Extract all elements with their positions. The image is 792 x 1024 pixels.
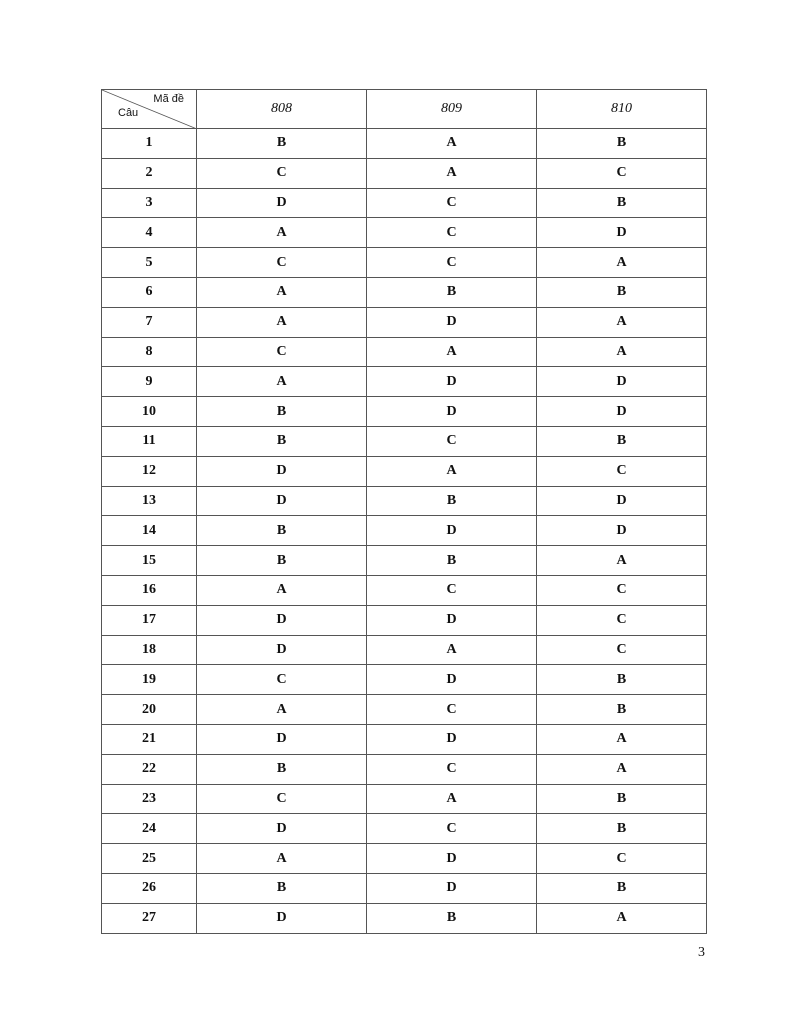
answer-cell: B <box>197 754 367 784</box>
table-row <box>102 605 707 635</box>
answer-cell: B <box>367 546 537 576</box>
answer-cell: B <box>197 516 367 546</box>
answer-cell: B <box>537 784 707 814</box>
answer-cell: C <box>197 665 367 695</box>
question-number-cell: 10 <box>102 397 197 427</box>
table-row <box>102 903 707 933</box>
question-number-cell: 22 <box>102 754 197 784</box>
table-row <box>102 188 707 218</box>
table-row <box>102 277 707 307</box>
answer-cell: D <box>367 605 537 635</box>
answer-cell: D <box>367 844 537 874</box>
table-row <box>102 575 707 605</box>
answer-cell: C <box>537 635 707 665</box>
table-row <box>102 844 707 874</box>
answer-cell: A <box>367 158 537 188</box>
answer-cell: C <box>367 695 537 725</box>
answer-cell: C <box>537 575 707 605</box>
table-row <box>102 307 707 337</box>
answer-cell: D <box>197 903 367 933</box>
answer-cell: D <box>537 486 707 516</box>
question-number-cell: 12 <box>102 456 197 486</box>
table-row <box>102 635 707 665</box>
table-row <box>102 337 707 367</box>
answer-cell: B <box>537 665 707 695</box>
answer-cell: A <box>537 903 707 933</box>
answer-cell: C <box>367 188 537 218</box>
answer-cell: A <box>197 575 367 605</box>
table-row <box>102 873 707 903</box>
table-row <box>102 218 707 248</box>
question-number-cell: 1 <box>102 129 197 159</box>
question-number-cell: 14 <box>102 516 197 546</box>
exam-code-label: Mã đề <box>153 93 184 105</box>
question-number-cell: 5 <box>102 248 197 278</box>
answer-cell: D <box>367 665 537 695</box>
answer-cell: A <box>197 307 367 337</box>
question-number-cell: 27 <box>102 903 197 933</box>
answer-cell: C <box>367 575 537 605</box>
answer-cell: B <box>197 873 367 903</box>
answer-cell: D <box>367 724 537 754</box>
answer-cell: A <box>367 635 537 665</box>
answer-cell: C <box>197 158 367 188</box>
answer-cell: B <box>197 426 367 456</box>
answer-cell: B <box>367 277 537 307</box>
answer-cell: D <box>367 873 537 903</box>
answer-cell: A <box>537 337 707 367</box>
question-number-cell: 8 <box>102 337 197 367</box>
answer-cell: A <box>537 724 707 754</box>
table-row <box>102 516 707 546</box>
answer-cell: B <box>197 129 367 159</box>
table-row <box>102 665 707 695</box>
answer-cell: B <box>197 546 367 576</box>
answer-cell: D <box>197 188 367 218</box>
answer-cell: D <box>367 397 537 427</box>
answer-cell: B <box>367 903 537 933</box>
question-number-cell: 3 <box>102 188 197 218</box>
table-row <box>102 754 707 784</box>
table-row <box>102 456 707 486</box>
exam-code-header: 808 <box>197 90 367 129</box>
answer-cell: D <box>537 516 707 546</box>
question-number-cell: 18 <box>102 635 197 665</box>
table-row <box>102 724 707 754</box>
answer-cell: B <box>197 397 367 427</box>
answer-cell: C <box>197 784 367 814</box>
answer-cell: A <box>537 546 707 576</box>
answer-cell: C <box>367 218 537 248</box>
answer-rows <box>102 129 707 934</box>
exam-code-header: 809 <box>367 90 537 129</box>
table-row <box>102 129 707 159</box>
answer-key-table <box>101 89 707 934</box>
answer-cell: C <box>537 456 707 486</box>
answer-cell: A <box>197 367 367 397</box>
answer-cell: C <box>367 814 537 844</box>
answer-cell: D <box>367 516 537 546</box>
table-row <box>102 695 707 725</box>
question-number-cell: 4 <box>102 218 197 248</box>
answer-cell: C <box>367 754 537 784</box>
question-number-cell: 24 <box>102 814 197 844</box>
answer-cell: C <box>537 158 707 188</box>
question-number-cell: 6 <box>102 277 197 307</box>
answer-cell: D <box>367 307 537 337</box>
header-row <box>102 90 707 129</box>
answer-cell: A <box>197 844 367 874</box>
answer-cell: A <box>537 754 707 784</box>
answer-cell: D <box>537 367 707 397</box>
answer-cell: C <box>367 426 537 456</box>
answer-cell: C <box>537 605 707 635</box>
answer-cell: B <box>537 873 707 903</box>
answer-cell: D <box>197 605 367 635</box>
question-label: Câu <box>118 107 139 119</box>
answer-cell: C <box>367 248 537 278</box>
table-row <box>102 426 707 456</box>
answer-cell: B <box>537 426 707 456</box>
answer-cell: A <box>537 307 707 337</box>
answer-cell: A <box>537 248 707 278</box>
question-number-cell: 26 <box>102 873 197 903</box>
answer-cell: A <box>367 784 537 814</box>
answer-cell: B <box>537 814 707 844</box>
answer-cell: A <box>197 218 367 248</box>
table-row <box>102 248 707 278</box>
answer-cell: D <box>197 486 367 516</box>
answer-cell: B <box>537 277 707 307</box>
answer-cell: D <box>537 397 707 427</box>
answer-cell: D <box>197 814 367 844</box>
question-number-cell: 15 <box>102 546 197 576</box>
answer-cell: C <box>197 337 367 367</box>
table-row <box>102 397 707 427</box>
table-row <box>102 486 707 516</box>
table-row <box>102 814 707 844</box>
question-number-cell: 13 <box>102 486 197 516</box>
answer-cell: B <box>537 695 707 725</box>
corner-header-cell <box>102 90 197 129</box>
question-number-cell: 23 <box>102 784 197 814</box>
question-number-cell: 17 <box>102 605 197 635</box>
answer-cell: A <box>197 277 367 307</box>
answer-cell: B <box>537 129 707 159</box>
question-number-cell: 7 <box>102 307 197 337</box>
question-number-cell: 11 <box>102 426 197 456</box>
question-number-cell: 9 <box>102 367 197 397</box>
answer-cell: D <box>197 456 367 486</box>
answer-cell: D <box>367 367 537 397</box>
answer-sheet <box>101 89 705 934</box>
question-number-cell: 16 <box>102 575 197 605</box>
answer-cell: A <box>367 337 537 367</box>
answer-cell: A <box>367 456 537 486</box>
table-row <box>102 784 707 814</box>
answer-cell: D <box>197 635 367 665</box>
exam-code-header: 810 <box>537 90 707 129</box>
answer-cell: D <box>197 724 367 754</box>
answer-cell: C <box>197 248 367 278</box>
answer-cell: B <box>367 486 537 516</box>
question-number-cell: 25 <box>102 844 197 874</box>
question-number-cell: 2 <box>102 158 197 188</box>
question-number-cell: 19 <box>102 665 197 695</box>
table-row <box>102 546 707 576</box>
page-number: 3 <box>698 945 705 960</box>
table-row <box>102 158 707 188</box>
answer-cell: B <box>537 188 707 218</box>
answer-cell: D <box>537 218 707 248</box>
table-row <box>102 367 707 397</box>
answer-cell: C <box>537 844 707 874</box>
answer-cell: A <box>197 695 367 725</box>
answer-cell: A <box>367 129 537 159</box>
question-number-cell: 20 <box>102 695 197 725</box>
question-number-cell: 21 <box>102 724 197 754</box>
